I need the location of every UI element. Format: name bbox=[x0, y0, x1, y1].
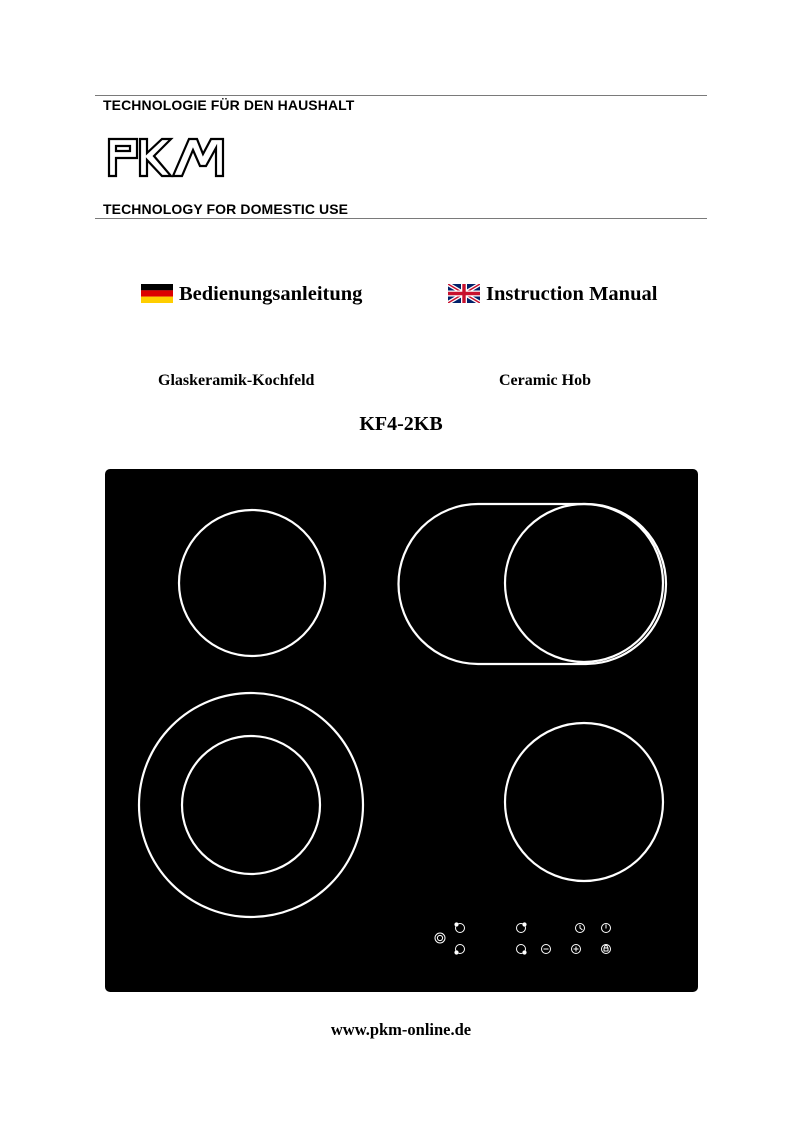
hob-glass-surface bbox=[105, 469, 698, 992]
pkm-logo bbox=[107, 136, 225, 178]
website-link[interactable]: www.pkm-online.de bbox=[330, 1020, 472, 1039]
product-name-german: Glaskeramik-Kochfeld bbox=[158, 372, 315, 389]
ceramic-hob-illustration bbox=[105, 469, 698, 992]
title-english: Instruction Manual bbox=[486, 283, 658, 305]
uk-flag-icon bbox=[448, 284, 480, 303]
title-german: Bedienungsanleitung bbox=[179, 283, 363, 305]
tagline-german: TECHNOLOGIE FÜR DEN HAUSHALT bbox=[103, 97, 355, 113]
header-rule-bottom bbox=[95, 218, 707, 219]
product-name-english: Ceramic Hob bbox=[499, 372, 591, 389]
header-rule-top bbox=[95, 95, 707, 96]
tagline-english: TECHNOLOGY FOR DOMESTIC USE bbox=[103, 201, 349, 217]
model-number: KF4-2KB bbox=[359, 413, 443, 435]
german-flag-icon bbox=[141, 284, 173, 303]
